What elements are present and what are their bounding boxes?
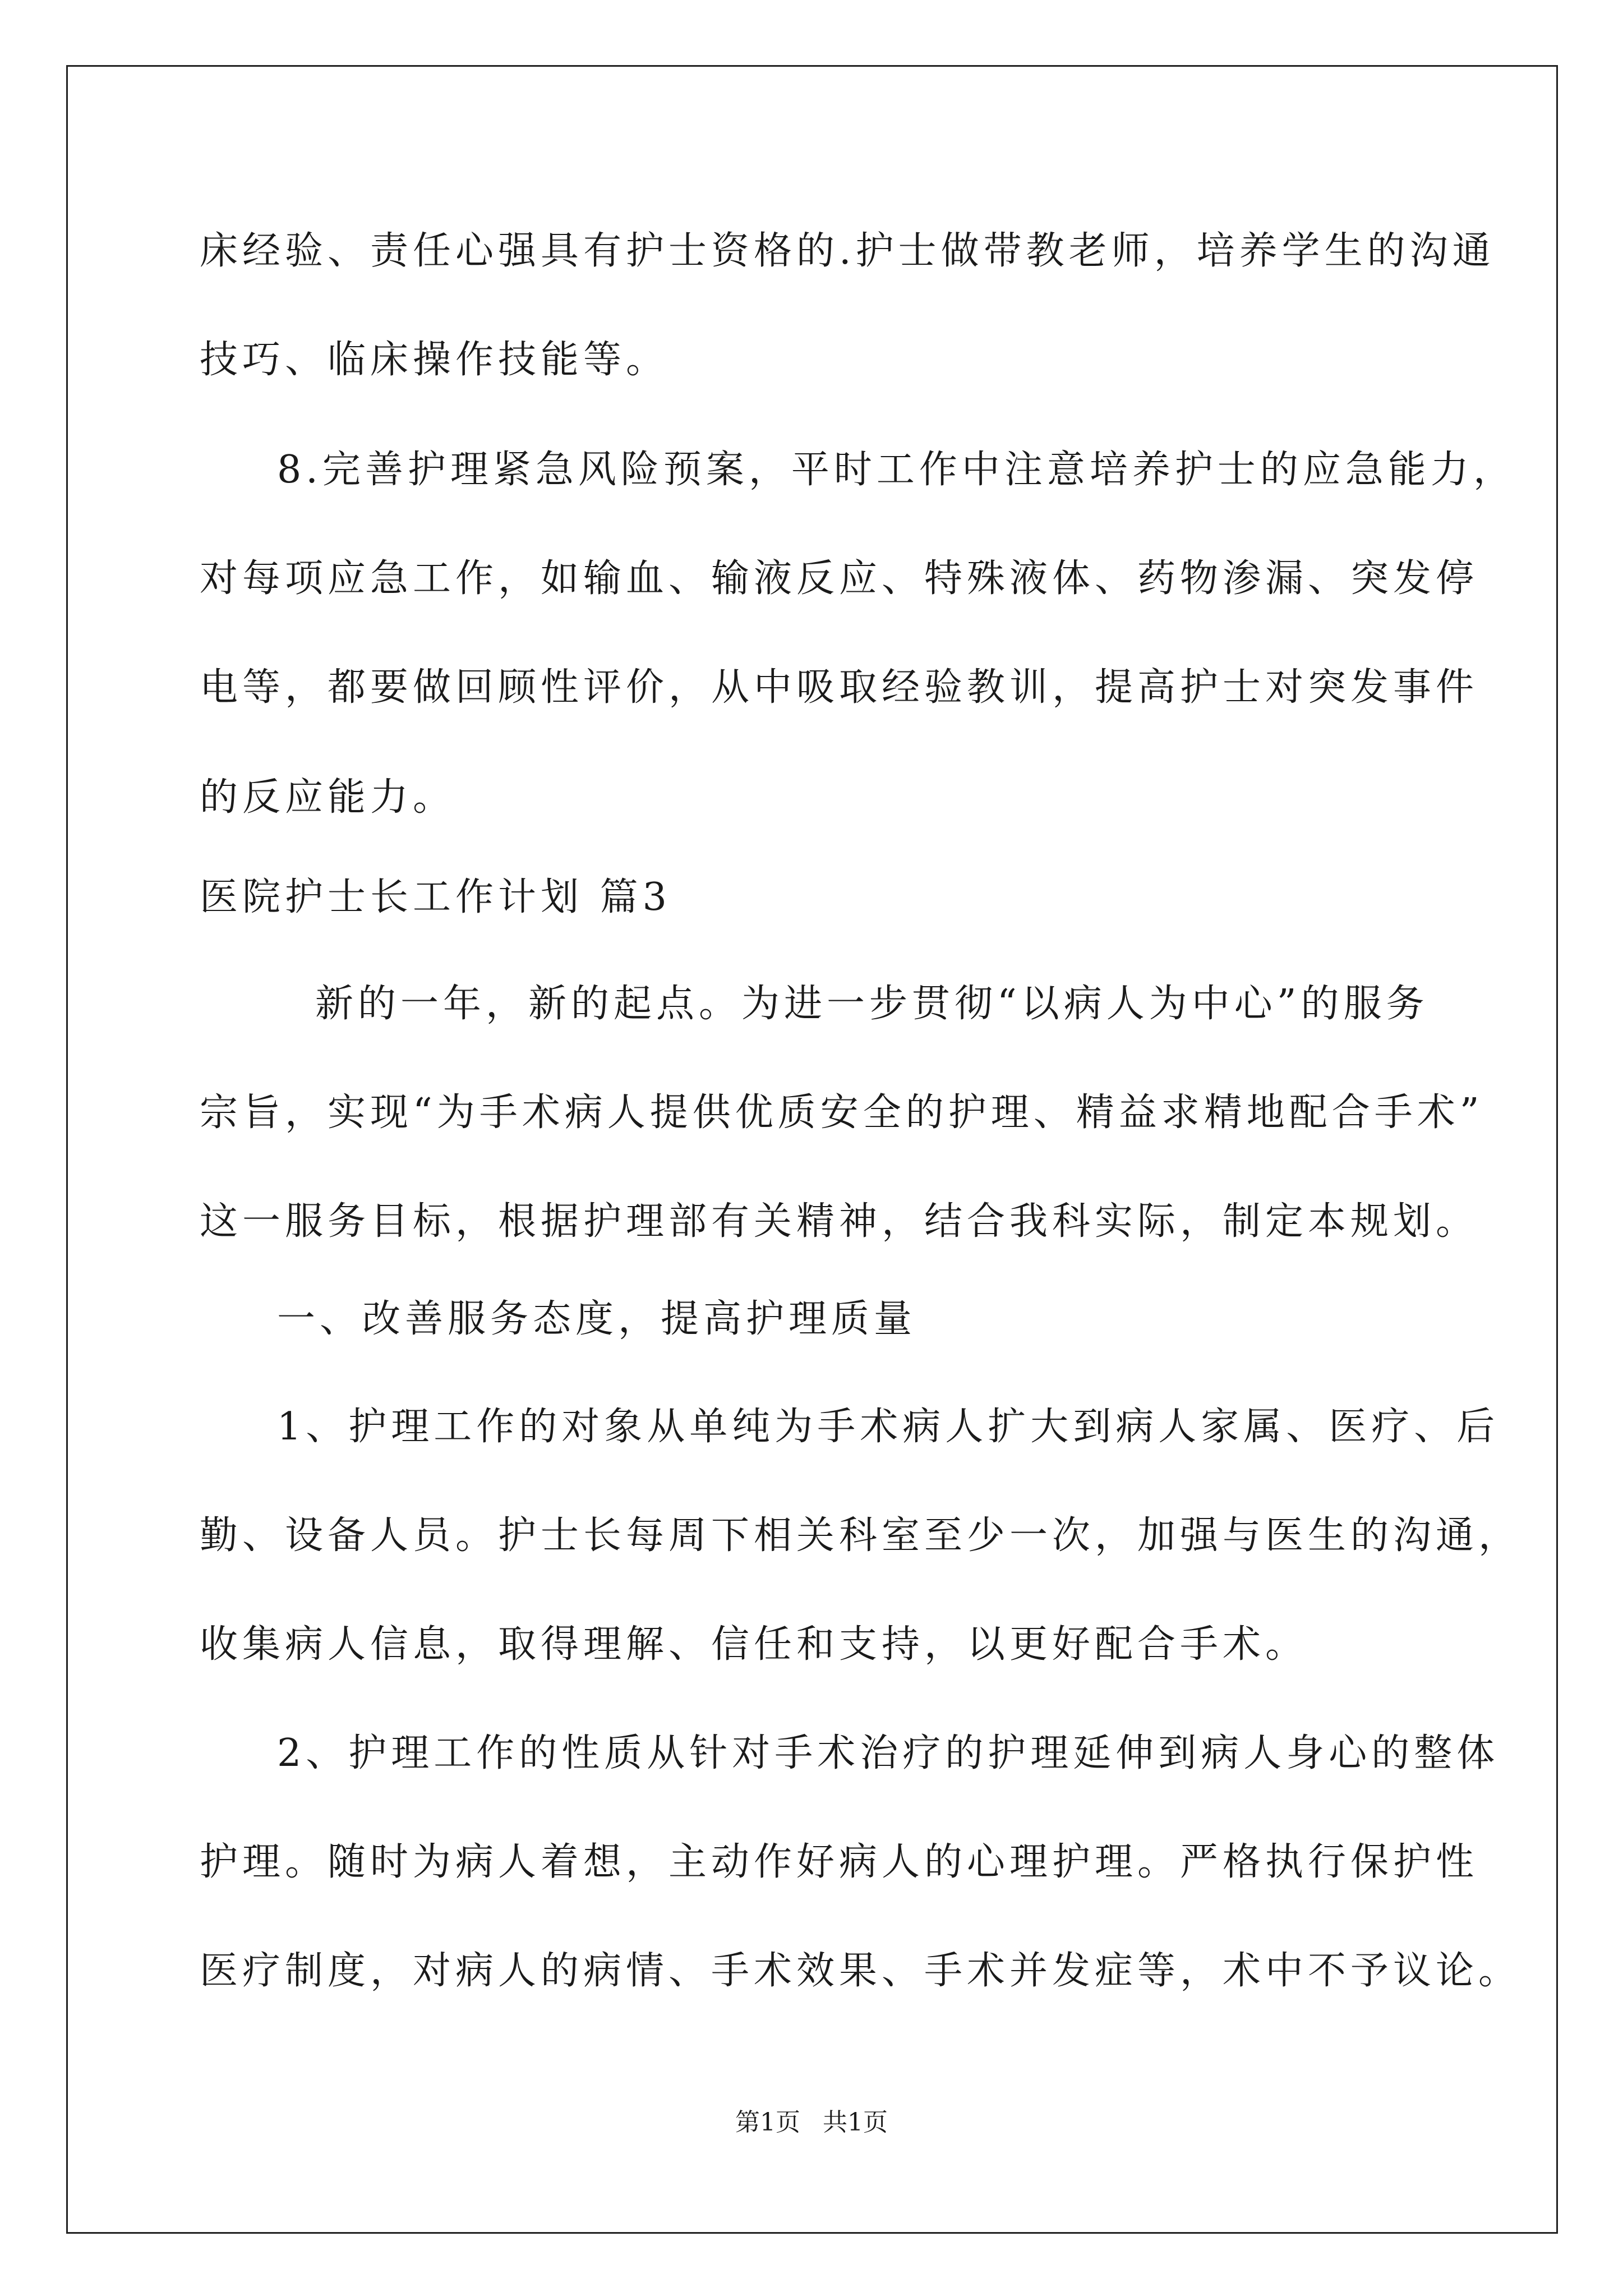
page-total: 共1页 [823,2108,888,2137]
text-line: 电等，都要做回顾性评价，从中吸取经验教训，提高护士对突发事件 [200,665,1479,710]
text-line: 护理。随时为病人着想，主动作好病人的心理护理。严格执行保护性 [200,1840,1479,1884]
text-line: 床经验、责任心强具有护士资格的.护士做带教老师，培养学生的沟通 [200,229,1495,273]
text-line: 这一服务目标，根据护理部有关精神，结合我科实际，制定本规划。 [200,1199,1479,1244]
text-line: 的反应能力。 [200,775,456,820]
text-line: 勤、设备人员。护士长每周下相关科室至少一次，加强与医生的沟通， [200,1513,1521,1558]
text-line: 收集病人信息，取得理解、信任和支持，以更好配合手术。 [200,1622,1308,1667]
text-line: 新的一年，新的起点。为进一步贯彻“以病人为中心”的服务 [315,982,1429,1026]
page-number: 第1页 [735,2108,800,2137]
page-border [66,65,1558,2234]
subsection-heading: 一、改善服务态度，提高护理质量 [277,1297,917,1341]
text-line: 2、护理工作的性质从针对手术治疗的护理延伸到病人身心的整体 [277,1731,1500,1775]
section-heading: 医院护士长工作计划 篇3 [200,875,671,919]
text-line: 8.完善护理紧急风险预案，平时工作中注意培养护士的应急能力， [277,448,1516,492]
text-line: 1、护理工作的对象从单纯为手术病人扩大到病人家属、医疗、后 [277,1405,1500,1449]
page-footer [0,2107,1623,2138]
text-line: 对每项应急工作，如输血、输液反应、特殊液体、药物渗漏、突发停 [200,556,1479,601]
text-line: 医疗制度，对病人的病情、手术效果、手术并发症等，术中不予议论。 [200,1949,1521,1993]
text-line: 宗旨，实现“为手术病人提供优质安全的护理、精益求精地配合手术” [200,1091,1484,1135]
text-line: 技巧、临床操作技能等。 [200,338,669,382]
